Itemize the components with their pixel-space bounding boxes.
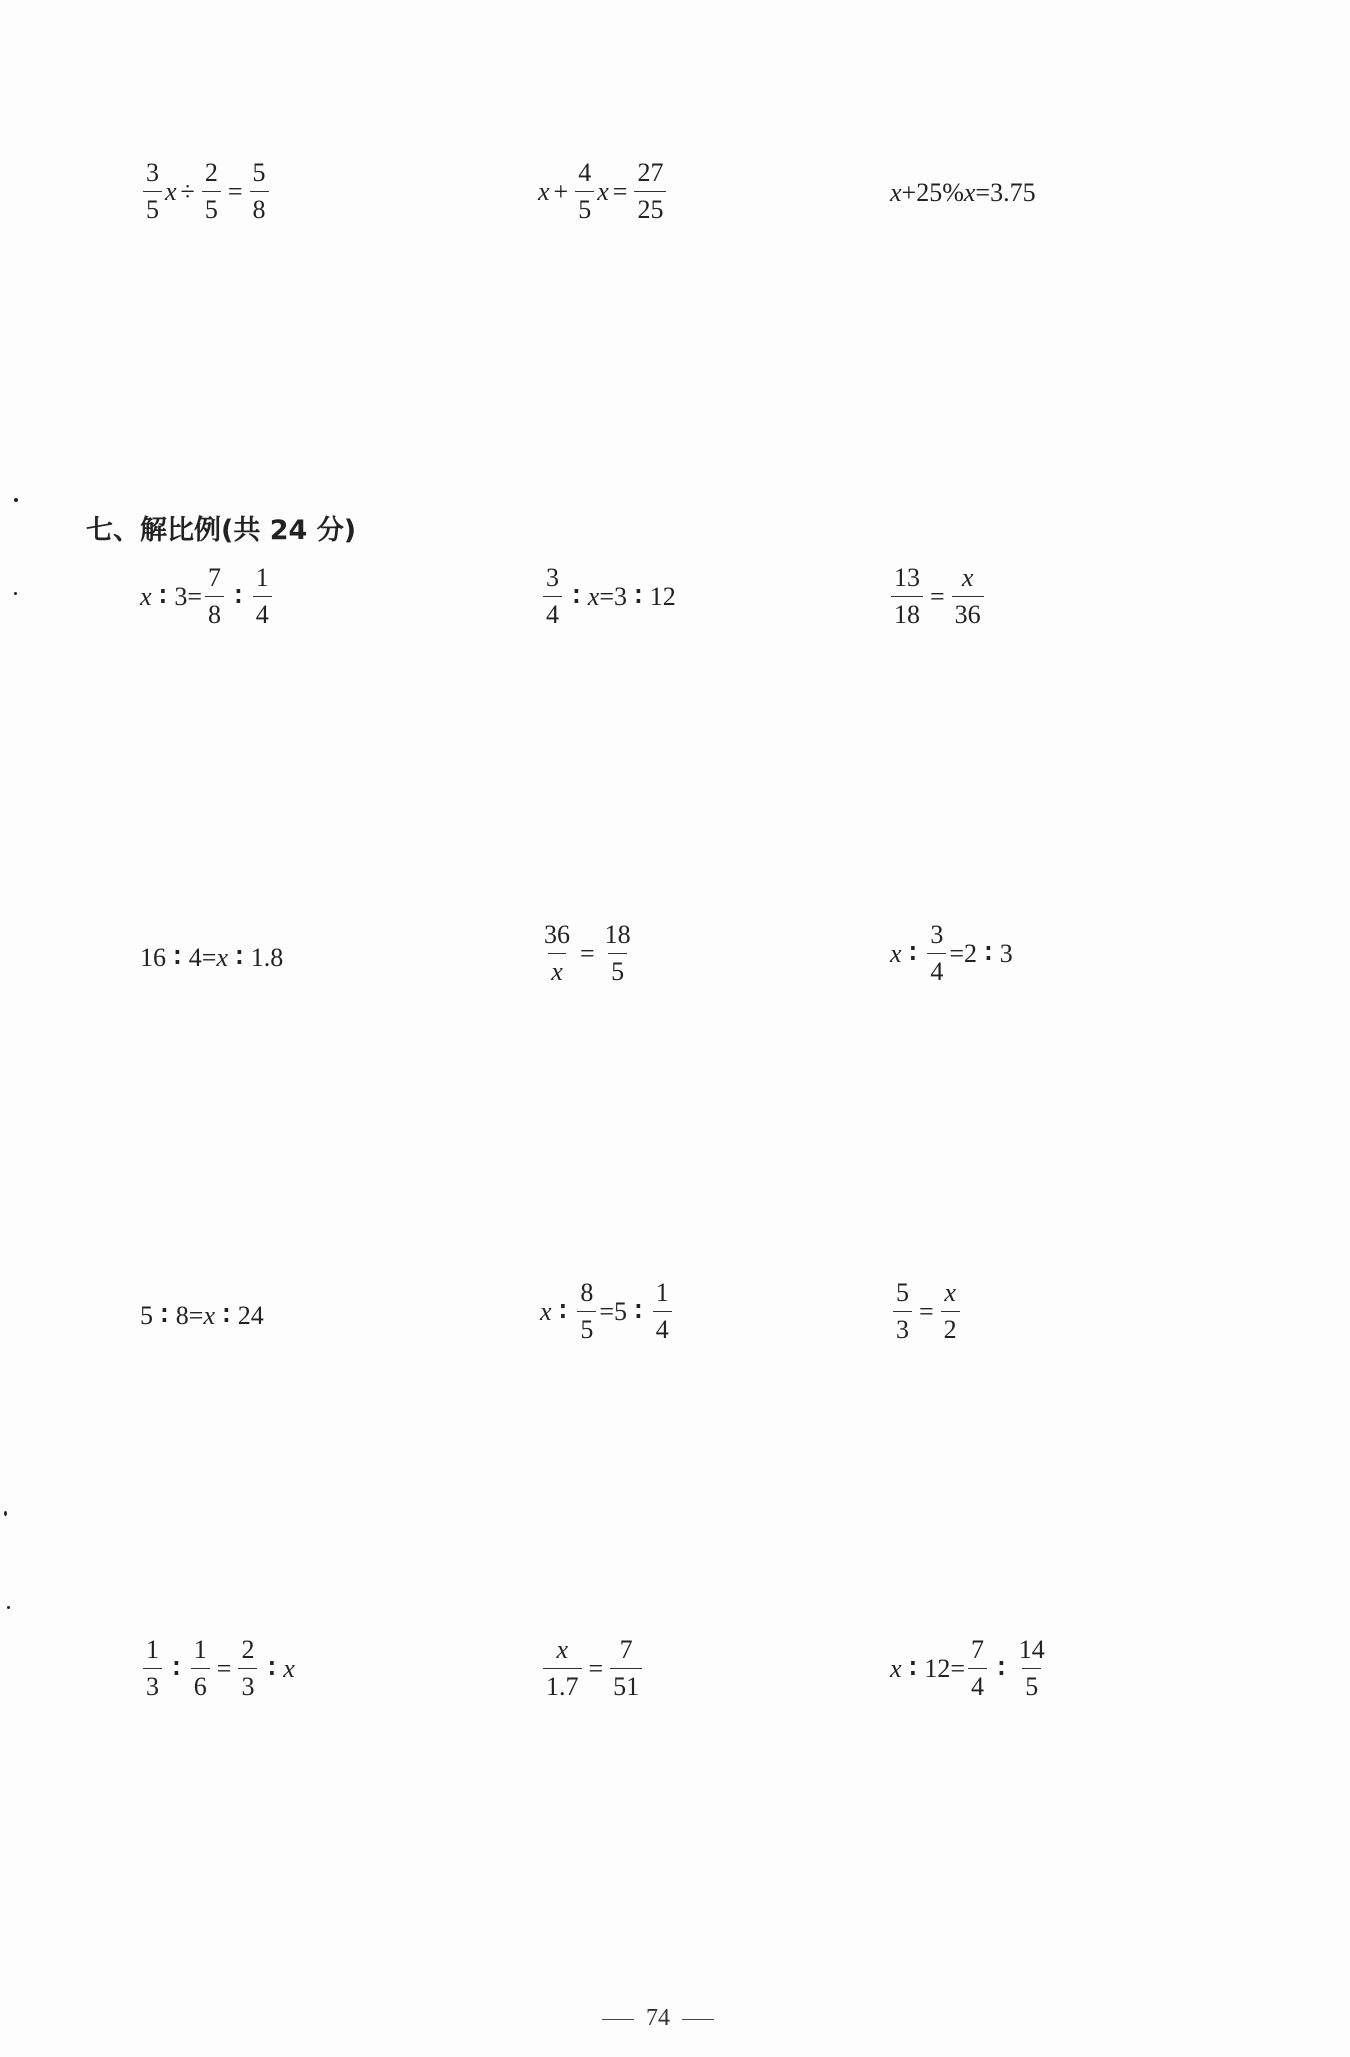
page-number-dash	[682, 2019, 714, 2020]
proportion-r2-3: x ∶ $\frac{3}{4}$ =2 ∶ 3	[890, 920, 1013, 986]
fraction: $\frac{7}{51}$	[610, 1637, 642, 1700]
fraction: $\frac{8}{5}$	[577, 1280, 596, 1343]
fraction: $\frac{1}{3}$	[143, 1637, 162, 1700]
fraction: $\frac{3}{4}$	[927, 922, 946, 985]
proportion-r4-3: x ∶ 12= $\frac{7}{4}$ ∶ $\frac{14}{5}$	[890, 1637, 1051, 1700]
fraction: $\frac{18}{5}$	[604, 920, 631, 986]
fraction: $\frac{36}{x}$	[544, 920, 570, 986]
fraction: $\frac{3}{5}$	[143, 160, 162, 223]
section-heading: 七、解比例(共 24 分)	[86, 515, 357, 546]
fraction: $\frac{2}{5}$	[202, 160, 221, 223]
fraction: $\frac{1}{4}$	[253, 565, 272, 628]
equation-top-2: x + $\frac{4}{5}$ x = $\frac{27}{25}$	[538, 160, 669, 223]
proportion-r1-1: x ∶ 3= $\frac{7}{8}$ ∶ $\frac{1}{4}$	[140, 565, 275, 628]
fraction: $\frac{x}{2}$	[941, 1280, 960, 1343]
page-number: 74	[590, 2005, 726, 2032]
proportion-r3-2: x ∶ $\frac{8}{5}$ =5 ∶ $\frac{1}{4}$	[540, 1280, 675, 1343]
fraction: $\frac{4}{5}$	[575, 160, 594, 223]
proportion-r2-2: $\frac{36}{x}$ = $\frac{18}{5}$	[538, 922, 637, 985]
fraction: $\frac{1}{6}$	[191, 1637, 210, 1700]
fraction: $\frac{5}{8}$	[250, 160, 269, 223]
proportion-r4-1: $\frac{1}{3}$ ∶ $\frac{1}{6}$ = $\frac{2}{3}$ ∶ x	[140, 1637, 295, 1700]
fraction: $\frac{3}{4}$	[543, 565, 562, 628]
scan-speck	[14, 592, 17, 595]
fraction: $\frac{2}{3}$	[238, 1637, 257, 1700]
fraction: $\frac{13}{18}$	[891, 565, 923, 628]
equation-top-3: x +25% x =3.75	[890, 178, 1036, 207]
proportion-r4-2: $\frac{x}{1.7}$ = $\frac{7}{51}$	[540, 1637, 645, 1700]
fraction: $\frac{x}{36}$	[952, 565, 984, 628]
fraction: $\frac{7}{4}$	[968, 1637, 987, 1700]
fraction: $\frac{7}{8}$	[205, 565, 224, 628]
scan-speck	[4, 1511, 7, 1516]
scan-speck	[7, 1606, 10, 1609]
proportion-r1-2: $\frac{3}{4}$ ∶ x =3 ∶ 12	[540, 565, 676, 628]
equation-top-1: $\frac{3}{5}$ x ÷ $\frac{2}{5}$ = $\frac{5}{8}$	[140, 160, 272, 223]
fraction: $\frac{x}{1.7}$	[543, 1637, 582, 1700]
fraction: $\frac{5}{3}$	[893, 1280, 912, 1343]
proportion-r3-1: 5 ∶ 8= x ∶ 24	[140, 1301, 264, 1330]
proportion-r2-1: 16 ∶ 4= x ∶ 1.8	[140, 943, 284, 972]
fraction: $\frac{27}{25}$	[634, 160, 666, 223]
proportion-r3-3: $\frac{5}{3}$ = $\frac{x}{2}$	[890, 1280, 963, 1343]
page-number-dash	[602, 2019, 634, 2020]
proportion-r1-3: $\frac{13}{18}$ = $\frac{x}{36}$	[888, 565, 987, 628]
fraction: $\frac{1}{4}$	[653, 1280, 672, 1343]
fraction: $\frac{14}{5}$	[1018, 1635, 1045, 1701]
scan-speck	[14, 498, 18, 502]
